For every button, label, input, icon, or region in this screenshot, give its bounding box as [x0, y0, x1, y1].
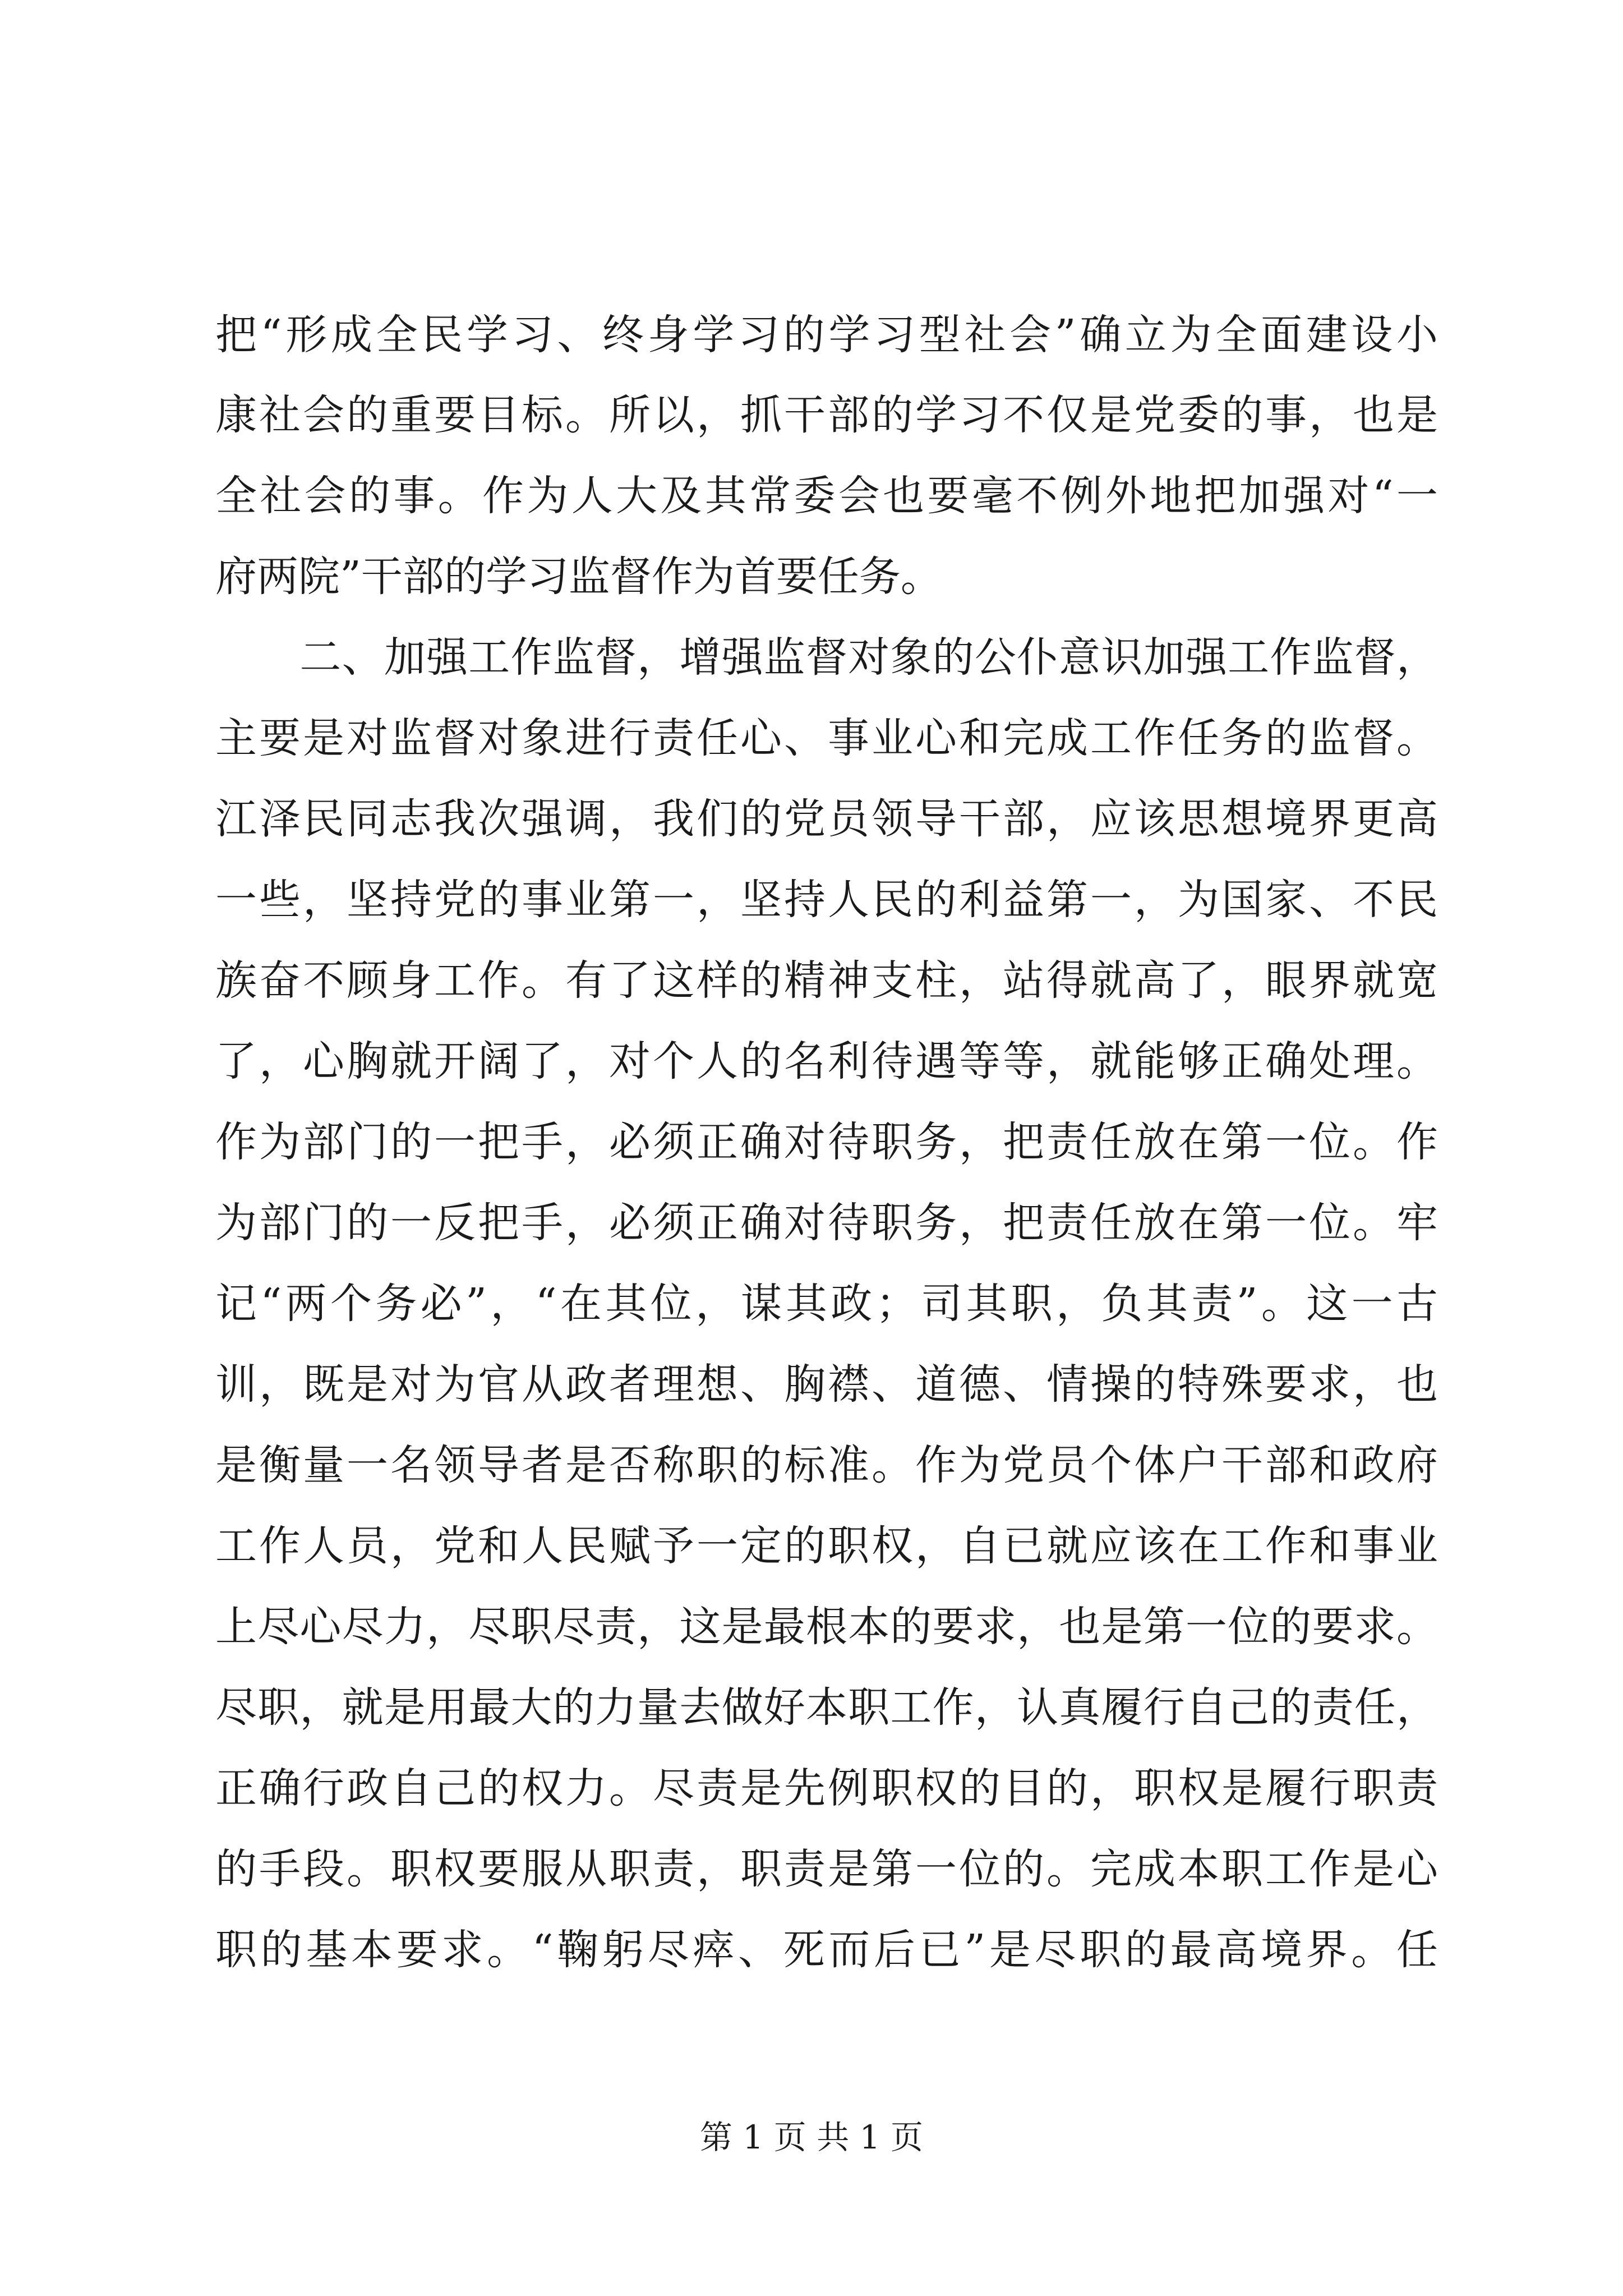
- body-text-line: 工作人员，党和人民赋予一定的职权，自已就应该在工作和事业: [215, 1522, 1438, 1570]
- body-text-line: 为部门的一反把手，必须正确对待职务，把责任放在第一位。牢: [215, 1199, 1438, 1247]
- body-text-line: 江泽民同志我次强调，我们的党员领导干部，应该思想境界更高: [215, 795, 1438, 843]
- body-text-line: 上尽心尽力，尽职尽责，这是最根本的要求，也是第一位的要求。: [215, 1603, 1438, 1651]
- body-text-line: 的手段。职权要服从职责，职责是第一位的。完成本职工作是心: [215, 1845, 1438, 1893]
- body-text-line: 主要是对监督对象进行责任心、事业心和完成工作任务的监督。: [215, 714, 1438, 762]
- body-text-line: 府两院”干部的学习监督作为首要任务。: [215, 553, 942, 601]
- body-text-line: 职的基本要求。“鞠躬尽瘁、死而后已”是尽职的最高境界。任: [215, 1926, 1438, 1974]
- body-text-line: 二、加强工作监督，增强监督对象的公仆意识加强工作监督，: [215, 633, 1438, 682]
- body-text-line: 全社会的事。作为人大及其常委会也要毫不例外地把加强对“一: [215, 472, 1438, 520]
- body-text-line: 尽职，就是用最大的力量去做好本职工作，认真履行自己的责任，: [215, 1683, 1438, 1732]
- body-text-line: 康社会的重要目标。所以，抓干部的学习不仅是党委的事，也是: [215, 391, 1438, 439]
- body-text-line: 记“两个务必”，“在其位，谋其政；司其职，负其责”。这一古: [215, 1280, 1438, 1328]
- body-text-line: 把“形成全民学习、终身学习的学习型社会”确立为全面建设小: [215, 311, 1438, 359]
- body-text-line: 族奋不顾身工作。有了这样的精神支柱，站得就高了，眼界就宽: [215, 956, 1438, 1005]
- body-text-line: 训，既是对为官从政者理想、胸襟、道德、情操的特殊要求，也: [215, 1360, 1438, 1409]
- body-text-line: 正确行政自己的权力。尽责是先例职权的目的，职权是履行职责: [215, 1764, 1438, 1812]
- body-text-line: 作为部门的一把手，必须正确对待职务，把责任放在第一位。作: [215, 1118, 1438, 1166]
- page-number-footer: 第 1 页 共 1 页: [700, 2118, 923, 2156]
- body-text-line: 是衡量一名领导者是否称职的标准。作为党员个体户干部和政府: [215, 1441, 1438, 1489]
- body-text-line: 了，心胸就开阔了，对个人的名利待遇等等，就能够正确处理。: [215, 1037, 1438, 1085]
- body-text-line: 一些，坚持党的事业第一，坚持人民的利益第一，为国家、不民: [215, 876, 1438, 924]
